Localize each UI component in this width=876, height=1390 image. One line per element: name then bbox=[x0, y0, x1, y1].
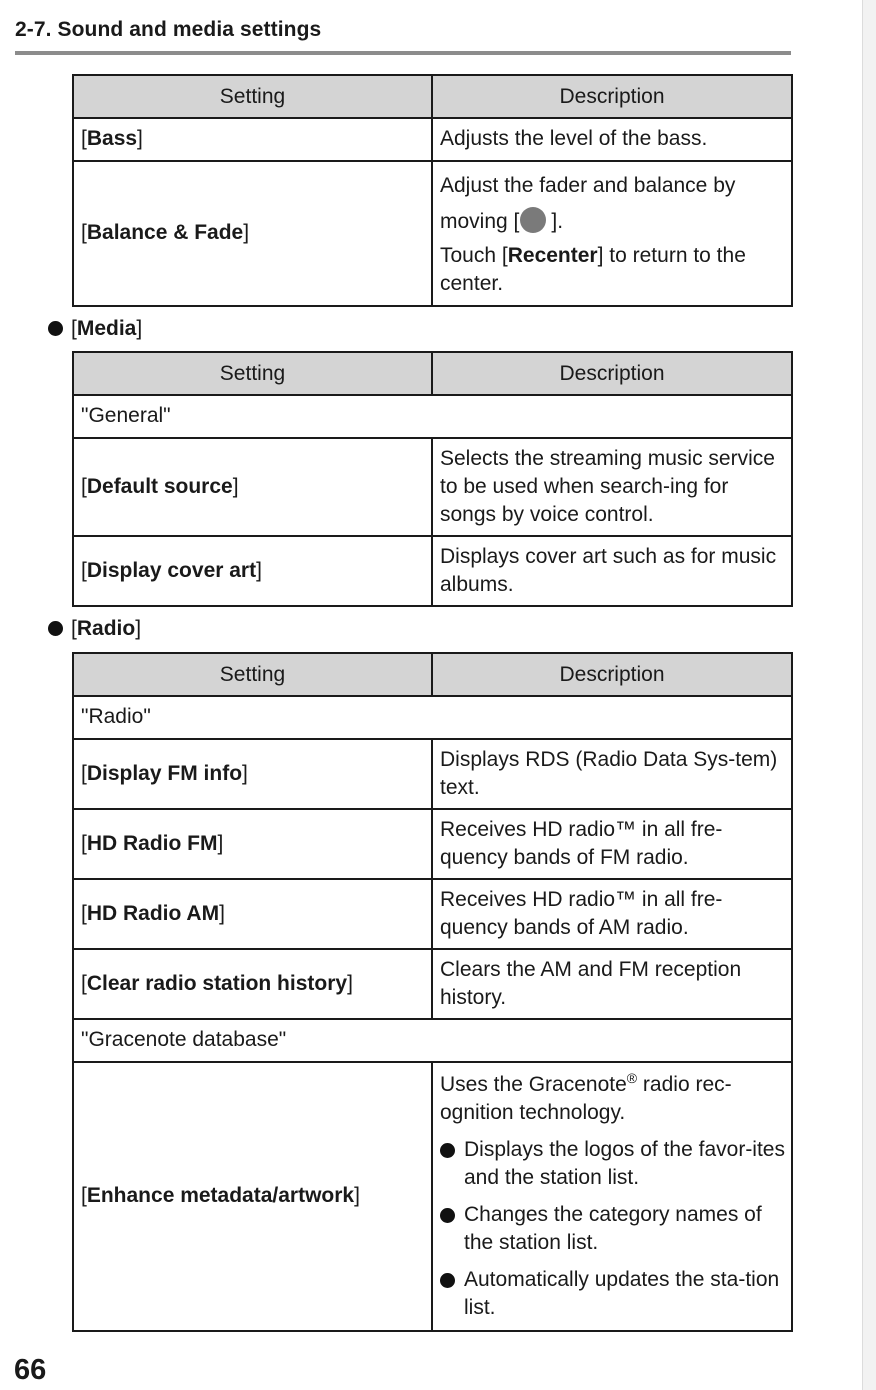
bullet-icon bbox=[48, 321, 63, 336]
setting-name: Enhance metadata/artwork bbox=[86, 1184, 355, 1207]
category-cell: "Gracenote database" bbox=[73, 1019, 792, 1062]
media-heading: [Media] bbox=[48, 315, 142, 343]
bullet-icon bbox=[440, 1273, 455, 1288]
category-row bbox=[73, 696, 792, 739]
title-rule bbox=[15, 51, 791, 55]
description-paragraph bbox=[440, 168, 785, 240]
page-number: 66 bbox=[14, 1354, 47, 1386]
description-paragraph: Touch [Recenter] to return to the center. bbox=[440, 244, 746, 295]
setting-cell: [Display FM info] bbox=[73, 739, 432, 809]
setting-name: Display FM info bbox=[86, 761, 243, 785]
registered-mark: ® bbox=[626, 1069, 638, 1086]
list-item bbox=[440, 1201, 785, 1257]
setting-cell: [Clear radio station history] bbox=[73, 949, 432, 1019]
category-row bbox=[73, 395, 792, 438]
description-cell: Receives HD radio™ in all fre-quency bands of FM radio. bbox=[432, 809, 792, 879]
description-cell: Receives HD radio™ in all fre-quency bands of AM radio. bbox=[432, 879, 792, 949]
section-title: 2-7. Sound and media settings bbox=[15, 18, 322, 41]
radio-settings-table bbox=[72, 652, 793, 1332]
description-cell: Adjusts the level of the bass. bbox=[432, 118, 792, 161]
table-row bbox=[73, 949, 792, 1019]
column-header-description: Description bbox=[432, 75, 792, 118]
setting-name: Default source bbox=[86, 474, 233, 498]
setting-name: HD Radio AM bbox=[86, 901, 220, 925]
sound-settings-table bbox=[72, 74, 793, 307]
setting-cell: [Default source] bbox=[73, 438, 432, 536]
setting-name: Display cover art bbox=[86, 558, 257, 582]
table-row bbox=[73, 739, 792, 809]
setting-cell: [Bass] bbox=[73, 118, 432, 161]
table-row bbox=[73, 536, 792, 606]
table-header-row bbox=[73, 75, 792, 118]
list-item-text: Changes the category names of the station list. bbox=[464, 1202, 762, 1254]
description-paragraph bbox=[440, 1071, 785, 1127]
description-text: Uses the Gracenote bbox=[440, 1072, 627, 1096]
list-item-text: Displays the logos of the favor-ites and the station list. bbox=[464, 1137, 785, 1189]
table-row bbox=[73, 809, 792, 879]
setting-cell: [Enhance metadata/artwork] bbox=[73, 1062, 432, 1331]
description-cell bbox=[432, 161, 792, 306]
description-cell: Displays cover art such as for music albums. bbox=[432, 536, 792, 606]
radio-heading-label: Radio bbox=[76, 617, 136, 640]
column-header-description: Description bbox=[432, 653, 792, 696]
category-cell: "General" bbox=[73, 395, 792, 438]
balance-knob-icon bbox=[520, 207, 546, 233]
description-cell: Displays RDS (Radio Data Sys-tem) text. bbox=[432, 739, 792, 809]
table-row bbox=[73, 879, 792, 949]
list-item-text: Automatically updates the sta-tion list. bbox=[464, 1267, 780, 1319]
description-text: Adjust the fader and balance by moving [ bbox=[440, 174, 736, 233]
table-row bbox=[73, 438, 792, 536]
setting-name: Clear radio station history bbox=[86, 971, 348, 995]
table-row bbox=[73, 118, 792, 161]
setting-cell: [Balance & Fade] bbox=[73, 161, 432, 306]
table-row bbox=[73, 1062, 792, 1331]
setting-cell: [HD Radio AM] bbox=[73, 879, 432, 949]
table-header-row bbox=[73, 352, 792, 395]
category-row bbox=[73, 1019, 792, 1062]
setting-name: HD Radio FM bbox=[86, 831, 218, 855]
column-header-setting: Setting bbox=[73, 352, 432, 395]
description-cell: Selects the streaming music service to be used when search-ing for songs by voice control. bbox=[432, 438, 792, 536]
column-header-description: Description bbox=[432, 352, 792, 395]
media-heading-label: Media bbox=[76, 317, 137, 340]
category-cell: "Radio" bbox=[73, 696, 792, 739]
radio-heading: [Radio] bbox=[48, 615, 141, 643]
column-header-setting: Setting bbox=[73, 75, 432, 118]
media-settings-table bbox=[72, 351, 793, 607]
list-item bbox=[440, 1136, 785, 1192]
bullet-icon bbox=[440, 1143, 455, 1158]
setting-cell: [Display cover art] bbox=[73, 536, 432, 606]
description-text: Touch bbox=[440, 244, 502, 267]
column-header-setting: Setting bbox=[73, 653, 432, 696]
setting-name: Bass bbox=[86, 127, 138, 150]
bullet-icon bbox=[440, 1208, 455, 1223]
description-text: radio rec-ognition technology. bbox=[440, 1072, 732, 1124]
description-cell bbox=[432, 1062, 792, 1331]
setting-name: Balance & Fade bbox=[86, 221, 244, 244]
feature-list bbox=[440, 1136, 785, 1322]
recenter-label: Recenter bbox=[507, 244, 598, 267]
page-edge bbox=[862, 0, 876, 1390]
list-item bbox=[440, 1266, 785, 1322]
table-header-row bbox=[73, 653, 792, 696]
table-row bbox=[73, 161, 792, 306]
description-text: ]. bbox=[551, 210, 564, 233]
description-text: to return to the center. bbox=[440, 244, 746, 295]
bullet-icon bbox=[48, 621, 63, 636]
description-cell: Clears the AM and FM reception history. bbox=[432, 949, 792, 1019]
setting-cell: [HD Radio FM] bbox=[73, 809, 432, 879]
